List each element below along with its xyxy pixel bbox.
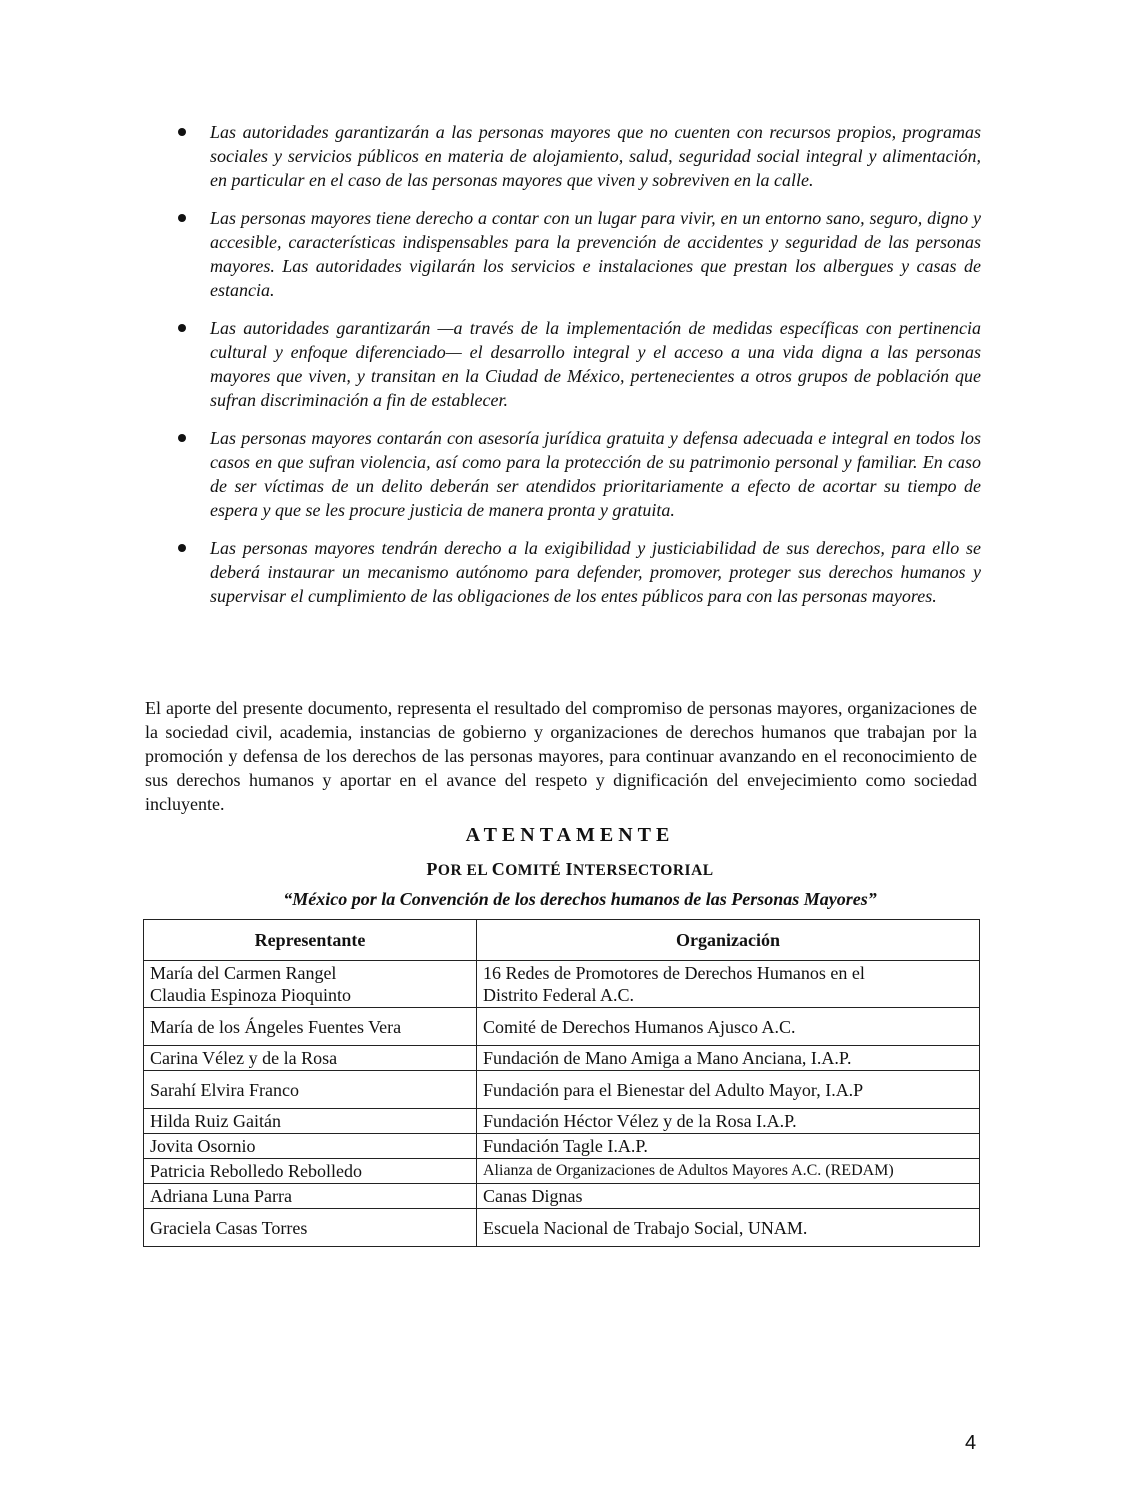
representative-cell: Carina Vélez y de la Rosa	[144, 1046, 477, 1071]
representative-cell: Graciela Casas Torres	[144, 1209, 477, 1247]
bullet-text: Las personas mayores tiene derecho a contar con un lugar para vivir, en un entorno sano, seguro, digno y accesible, características indispensables para la prevención de accidentes y seguridad de las personas mayores. Las autoridades vigilarán los servicios e instalaciones que prestan los albergues y casas de estancia.	[210, 208, 981, 300]
bullet-text: Las autoridades garantizarán —a través de la implementación de medidas específicas con pertinencia cultural y enfoque diferenciado— el desarrollo integral y el acceso a una vida digna a las personas mayores que viven, y transitan en la Ciudad de México, pertenecientes a otros grupos de población que sufran discriminación a fin de establecer.	[210, 318, 981, 410]
bullet-icon	[178, 324, 186, 332]
bullet-item	[166, 316, 981, 412]
table-row	[144, 1071, 980, 1109]
rights-bullet-list	[166, 120, 981, 622]
bullet-text: Las personas mayores contarán con asesoría jurídica gratuita y defensa adecuada e integral en todos los casos en que sufran violencia, así como para la protección de su patrimonio personal y familiar. En caso de ser víctimas de un delito deberán ser atendidos prioritariamente a efecto de acortar su tiempo de espera y que se les procure justicia de manera pronta y gratuita.	[210, 428, 981, 520]
bullet-icon	[178, 214, 186, 222]
representative-name: Claudia Espinoza Pioquinto	[150, 985, 351, 1005]
committee-comite-rest: OMITÉ	[505, 862, 566, 879]
organization-cell: Canas Dignas	[477, 1184, 980, 1209]
table-row	[144, 1184, 980, 1209]
representative-name: María del Carmen Rangel	[150, 963, 337, 983]
organization-cell: Fundación para el Bienestar del Adulto Mayor, I.A.P	[477, 1071, 980, 1109]
bullet-text: Las autoridades garantizarán a las personas mayores que no cuenten con recursos propios, programas sociales y servicios públicos en materia de alojamiento, salud, seguridad social integral y alimentación, en particular en el caso de las personas mayores que viven y sobreviven en la calle.	[210, 122, 981, 190]
organization-cell: Comité de Derechos Humanos Ajusco A.C.	[477, 1008, 980, 1046]
representative-cell: Patricia Rebolledo Rebolledo	[144, 1159, 477, 1184]
representative-cell: Sarahí Elvira Franco	[144, 1071, 477, 1109]
table-row	[144, 1046, 980, 1071]
table-row	[144, 1134, 980, 1159]
signature-title: ATENTAMENTE	[465, 824, 675, 846]
representative-cell: Jovita Osornio	[144, 1134, 477, 1159]
representative-cell: Hilda Ruiz Gaitán	[144, 1109, 477, 1134]
table-row	[144, 1008, 980, 1046]
bullet-item	[166, 120, 981, 192]
representative-cell	[144, 961, 477, 1008]
committee-por-rest: OR EL	[437, 862, 492, 879]
header-representative: Representante	[144, 920, 477, 961]
table-row	[144, 1209, 980, 1247]
bullet-item	[166, 426, 981, 522]
representative-cell: Adriana Luna Parra	[144, 1184, 477, 1209]
bullet-item	[166, 536, 981, 608]
organization-cell: Fundación Tagle I.A.P.	[477, 1134, 980, 1159]
page-number: 4	[965, 1432, 977, 1454]
representative-cell: María de los Ángeles Fuentes Vera	[144, 1008, 477, 1046]
campaign-name: “México por la Convención de los derechos humanos de las Personas Mayores”	[283, 889, 877, 909]
committee-name	[0, 859, 1140, 880]
table-row	[144, 961, 980, 1008]
closing-paragraph: El aporte del presente documento, representa el resultado del compromiso de personas mayores, organizaciones de la sociedad civil, academia, instancias de gobierno y organizaciones de derechos humanos que trabajan por la promoción y defensa de los derechos de las personas mayores, para continuar avanzando en el reconocimiento de sus derechos humanos y aportar en el avance del respeto y dignificación del envejecimiento como sociedad incluyente.	[145, 698, 977, 814]
committee-inter-rest: NTERSECTORIAL	[573, 862, 714, 879]
bullet-text: Las personas mayores tendrán derecho a la exigibilidad y justiciabilidad de sus derechos, para ello se deberá instaurar un mecanismo autónomo para defender, promover, proteger sus derechos humanos y supervisar el cumplimiento de las obligaciones de los entes públicos para con las personas mayores.	[210, 538, 981, 606]
bullet-item	[166, 206, 981, 302]
organization-cell: Alianza de Organizaciones de Adultos Mayores A.C. (REDAM)	[477, 1159, 980, 1184]
table-header-row	[144, 920, 980, 961]
organization-cell: Escuela Nacional de Trabajo Social, UNAM.	[477, 1209, 980, 1247]
organizations-table	[143, 919, 980, 1247]
bullet-icon	[178, 434, 186, 442]
organization-cell	[477, 961, 980, 1008]
organization-line: Distrito Federal A.C.	[483, 985, 634, 1005]
header-organization: Organización	[477, 920, 980, 961]
organization-line: 16 Redes de Promotores de Derechos Humanos en el	[483, 963, 865, 983]
committee-inter-initial: I	[565, 859, 574, 879]
bullet-icon	[178, 128, 186, 136]
table-row	[144, 1159, 980, 1184]
bullet-icon	[178, 544, 186, 552]
organization-cell: Fundación de Mano Amiga a Mano Anciana, I.A.P.	[477, 1046, 980, 1071]
table-row	[144, 1109, 980, 1134]
organization-cell: Fundación Héctor Vélez y de la Rosa I.A.P.	[477, 1109, 980, 1134]
committee-comite-initial: C	[491, 859, 506, 879]
committee-por-initial: P	[426, 859, 438, 879]
